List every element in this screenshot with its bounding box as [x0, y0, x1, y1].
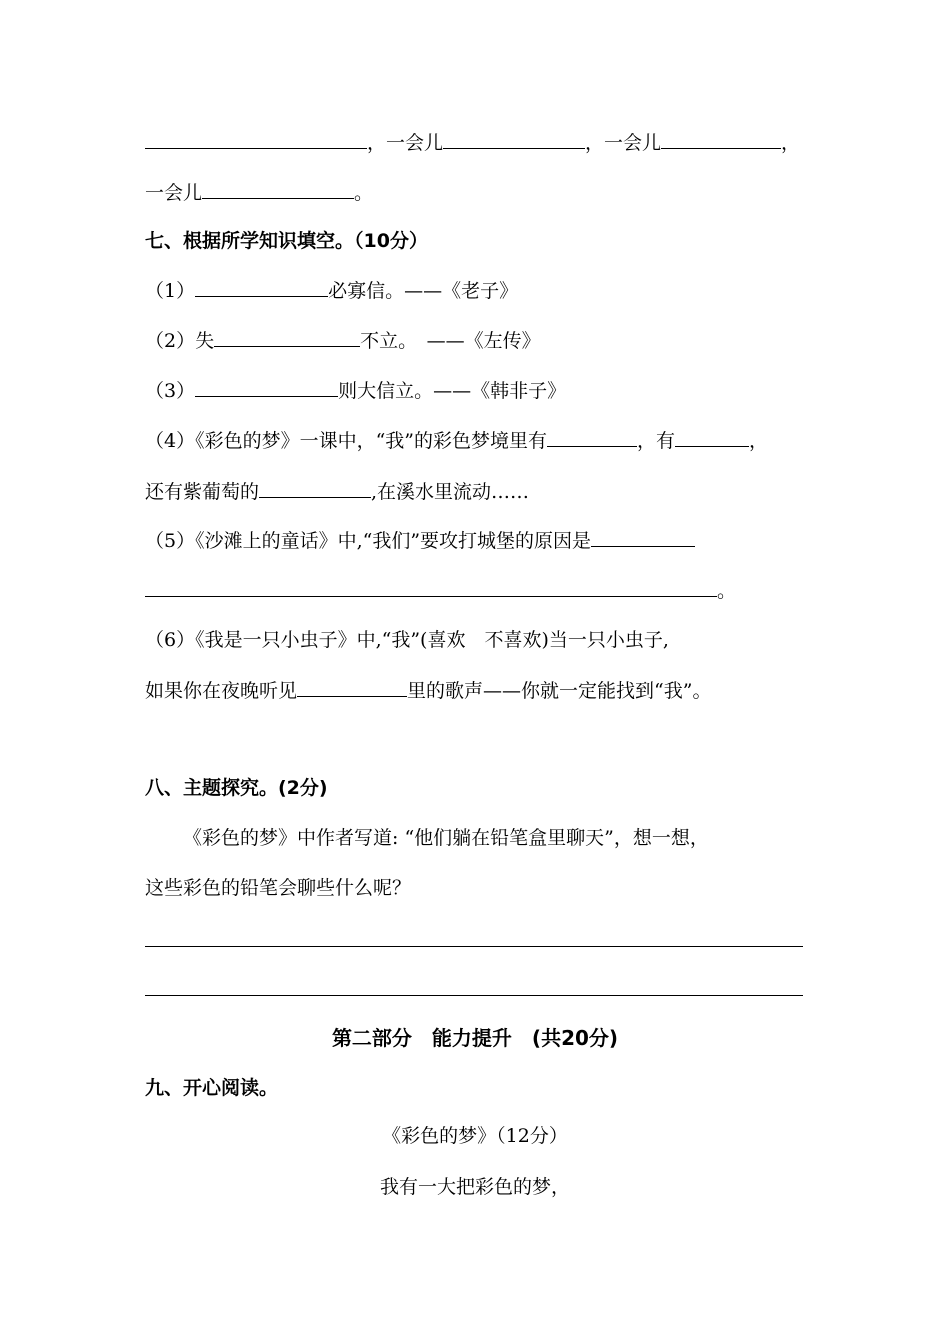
- blank[interactable]: [145, 576, 717, 597]
- q7-item-6a: （6）《我是一只小虫子》中,“我”(喜欢 不喜欢)当一只小虫子,: [145, 629, 669, 651]
- q7-item-4b: [145, 477, 529, 506]
- blank[interactable]: [547, 426, 637, 447]
- blank[interactable]: [591, 526, 695, 547]
- text: ，: [781, 132, 801, 154]
- q6-line-1: [145, 128, 800, 157]
- text: ，有: [637, 430, 676, 452]
- blank[interactable]: [202, 178, 354, 199]
- q7-item-6b: [145, 676, 711, 705]
- text: 一会儿: [145, 182, 203, 204]
- passage-line-1: 我有一大把彩色的梦，: [379, 1176, 570, 1198]
- text: （2）失: [145, 330, 215, 352]
- text: （5）《沙滩上的童话》中,“我们”要攻打城堡的原因是: [145, 530, 592, 552]
- blank[interactable]: [297, 676, 407, 697]
- section-8-title: 八、主题探究。(2分): [145, 777, 328, 799]
- text: ，一会儿: [367, 132, 444, 154]
- section-7-title: 七、根据所学知识填空。（10分）: [145, 230, 428, 252]
- text: 还有紫葡萄的: [145, 481, 260, 503]
- q8-paragraph-1: 《彩色的梦》中作者写道: “他们躺在铅笔盒里聊天”，想一想，: [183, 827, 709, 849]
- blank[interactable]: [443, 128, 585, 149]
- blank[interactable]: [259, 477, 371, 498]
- text: 里的歌声——你就一定能找到“我”。: [407, 680, 712, 702]
- text: （1）: [145, 280, 196, 302]
- answer-line-1[interactable]: [145, 946, 803, 947]
- q7-item-1: [145, 276, 518, 305]
- q6-line-2: [145, 178, 373, 207]
- answer-line-2[interactable]: [145, 995, 803, 996]
- text: 。: [354, 182, 374, 204]
- text: 如果你在夜晚听见: [145, 680, 298, 702]
- blank[interactable]: [214, 326, 360, 347]
- blank[interactable]: [661, 128, 781, 149]
- q8-paragraph-2: 这些彩色的铅笔会聊些什么呢？: [145, 877, 412, 899]
- part-2-title: 第二部分 能力提升 (共20分): [331, 1026, 619, 1050]
- text: （3）: [145, 380, 196, 402]
- text: ，一会儿: [585, 132, 662, 154]
- blank[interactable]: [195, 376, 338, 397]
- text: ,在溪水里流动……: [371, 481, 530, 503]
- text: 。: [717, 580, 737, 602]
- q7-item-2: [145, 326, 541, 355]
- blank[interactable]: [675, 426, 749, 447]
- text: ，: [749, 430, 769, 452]
- blank[interactable]: [195, 276, 328, 297]
- text: 则大信立。——《韩非子》: [338, 380, 567, 402]
- blank[interactable]: [145, 128, 367, 149]
- text: 必寡信。——《老子》: [328, 280, 519, 302]
- q7-item-5b: [145, 576, 736, 605]
- section-9-title: 九、开心阅读。: [145, 1077, 279, 1099]
- text: 不立。 ——《左传》: [360, 330, 541, 352]
- q7-item-5a: [145, 526, 695, 555]
- passage-title: 《彩色的梦》（12分）: [382, 1125, 568, 1147]
- q7-item-4a: [145, 426, 768, 455]
- q7-item-3: [145, 376, 566, 405]
- text: （4）《彩色的梦》一课中，“我”的彩色梦境里有: [145, 430, 548, 452]
